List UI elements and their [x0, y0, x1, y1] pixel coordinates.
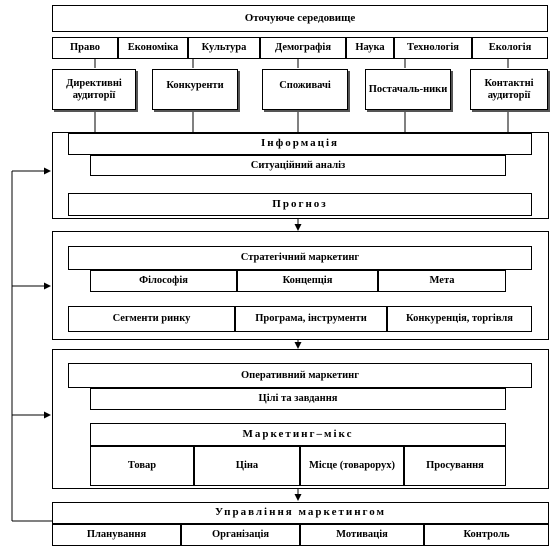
marketing-mix-title: Маркетинг–мікс	[90, 423, 506, 446]
strategic-segments: Сегменти ринку	[68, 306, 235, 332]
situational-analysis: Ситуаційний аналіз	[90, 155, 506, 176]
mix-place: Місце (товарорух)	[300, 446, 404, 486]
mix-product: Товар	[90, 446, 194, 486]
actor-directive-audiences: Директивні аудиторії	[52, 69, 136, 110]
strategic-concept: Концепція	[237, 270, 378, 292]
information-title: Інформація	[68, 133, 532, 155]
actor-competitors: Конкуренти	[152, 69, 238, 110]
mix-promotion: Просування	[404, 446, 506, 486]
strategic-competition: Конкуренція, торгівля	[387, 306, 532, 332]
factor-law: Право	[52, 37, 118, 59]
actor-contact-audiences: Контактні аудиторії	[470, 69, 548, 110]
factor-technology: Технологія	[394, 37, 472, 59]
actor-suppliers: Постачаль-ники	[365, 69, 451, 110]
strategic-title: Стратегічний маркетинг	[68, 246, 532, 270]
factor-science: Наука	[346, 37, 394, 59]
factor-economy: Економіка	[118, 37, 188, 59]
factor-demography: Демографія	[260, 37, 346, 59]
management-organization: Організація	[181, 524, 300, 546]
management-title: Управління маркетингом	[52, 502, 549, 524]
management-control: Контроль	[424, 524, 549, 546]
operational-title: Оперативний маркетинг	[68, 363, 532, 388]
factor-culture: Культура	[188, 37, 260, 59]
actor-consumers: Споживачі	[262, 69, 348, 110]
operational-tasks: Цілі та завдання	[90, 388, 506, 410]
strategic-program: Програма, інструменти	[235, 306, 387, 332]
management-planning: Планування	[52, 524, 181, 546]
strategic-goal: Мета	[378, 270, 506, 292]
environment-title: Оточуюче середовище	[52, 5, 548, 32]
forecast: Прогноз	[68, 193, 532, 216]
mix-price: Ціна	[194, 446, 300, 486]
strategic-philosophy: Філософія	[90, 270, 237, 292]
factor-ecology: Екологія	[472, 37, 548, 59]
management-motivation: Мотивація	[300, 524, 424, 546]
